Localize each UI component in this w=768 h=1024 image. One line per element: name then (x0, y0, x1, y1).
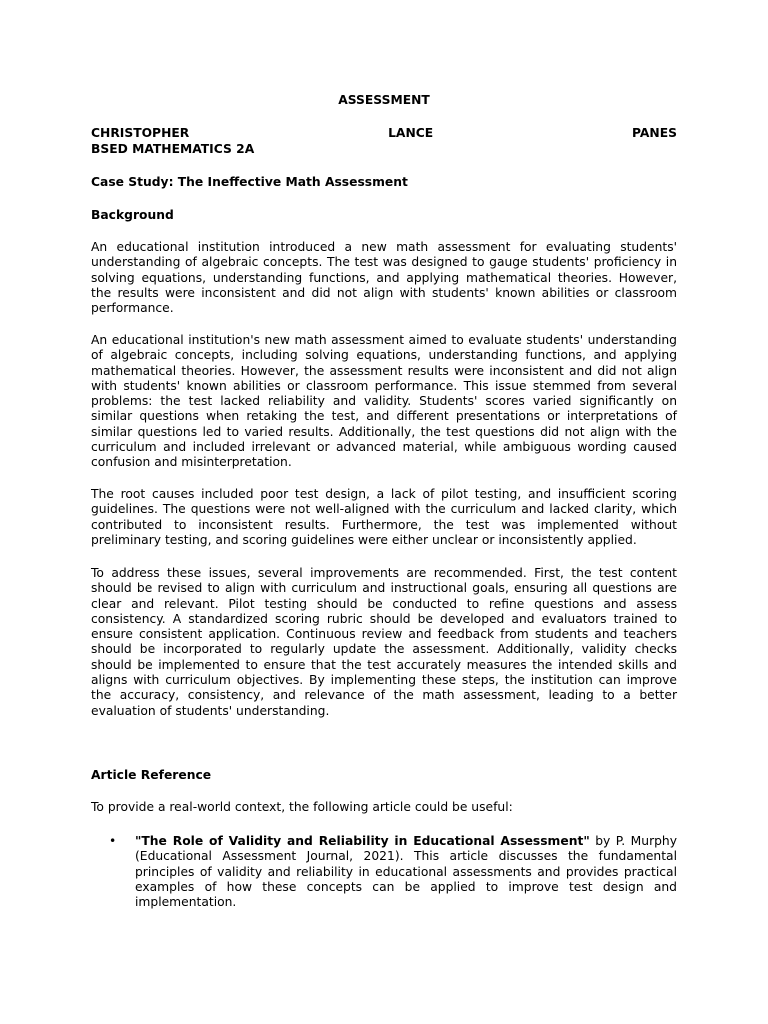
paragraph-2: An educational institution's new math assessment aimed to evaluate students' understanding of algebraic concepts, including solving equations, understanding functions, and applying mathematical theories. However, the assessment results were inconsistent and did not align with students' known abilities or classroom performance. This issue stemmed from several problems: the test lacked reliability and validity. Students' scores varied significantly on similar questions when retaking the test, and different presentations or interpretations of similar questions led to varied results. Additionally, the test questions did not align with the curriculum and included irrelevant or advanced material, while ambiguous wording caused confusion and misinterpretation. (91, 333, 677, 470)
course-line: BSED MATHEMATICS 2A (91, 142, 255, 156)
paragraph-3: The root causes included poor test design, a lack of pilot testing, and insufficient scoring guidelines. The questions were not well-aligned with the curriculum and lacked clarity, which contributed to inconsistent results. Furthermore, the test was implemented without preliminary testing, and scoring guidelines were either unclear or inconsistently applied. (91, 487, 677, 547)
author-last-name: PANES (632, 126, 677, 140)
reference-title: "The Role of Validity and Reliability in Educational Assessment" (135, 834, 590, 848)
case-study-title: Case Study: The Ineffective Math Assessment (91, 175, 408, 189)
document-title: ASSESSMENT (338, 93, 430, 107)
reference-item (135, 834, 677, 910)
paragraph-1: An educational institution introduced a new math assessment for evaluating students' understanding of algebraic concepts. The test was designed to gauge students' proficiency in solving equations, understanding functions, and applying mathematical theories. However, the results were inconsistent and did not align with students' known abilities or classroom performance. (91, 240, 677, 316)
article-reference-heading: Article Reference (91, 768, 212, 782)
bullet-icon: • (109, 834, 117, 848)
reference-details: by P. Murphy (Educational Assessment Journal, 2021). This article discusses the fundamental principles of validity and reliability in educational assessments and provides practical examples of how these concepts can be applied to improve test design and implementation. (135, 834, 677, 910)
article-intro: To provide a real-world context, the following article could be useful: (91, 800, 513, 814)
paragraph-4: To address these issues, several improvements are recommended. First, the test content should be revised to align with curriculum and instructional goals, ensuring all questions are clear and relevant. Pilot testing should be conducted to refine questions and assess consistency. A standardized scoring rubric should be developed and evaluators trained to ensure consistent application. Continuous review and feedback from students and teachers should be incorporated to regularly update the assessment. Additionally, validity checks should be implemented to ensure that the test accurately measures the intended skills and aligns with curriculum objectives. By implementing these steps, the institution can improve the accuracy, consistency, and relevance of the math assessment, leading to a better evaluation of students' understanding. (91, 566, 677, 718)
author-first-name: CHRISTOPHER (91, 126, 190, 140)
author-middle-name: LANCE (388, 126, 434, 140)
background-heading: Background (91, 208, 174, 222)
author-name-line (91, 125, 677, 141)
